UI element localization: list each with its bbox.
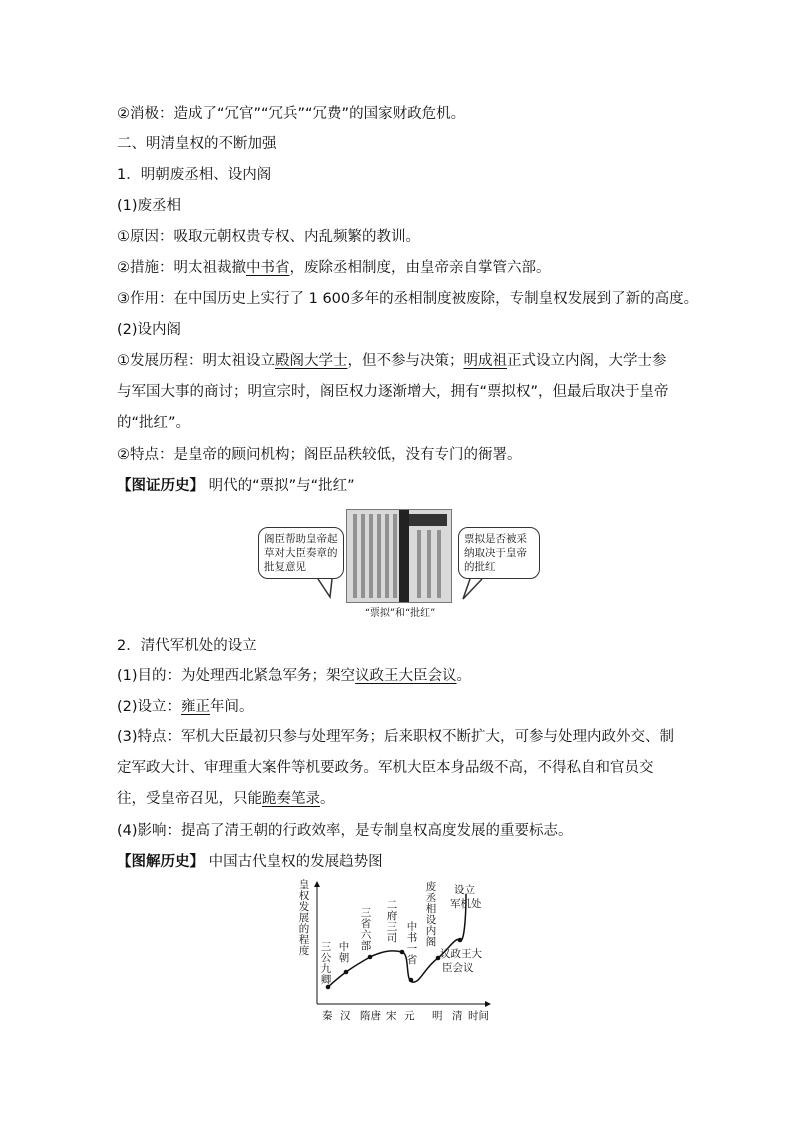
annotation-junjichu: 军机处 [450,898,482,910]
figure-title: 明代的“票拟”与“批红” [208,478,355,494]
left-speech-bubble: 阁臣帮助皇帝起草对大臣奏章的批复意见 [258,527,344,579]
text-line: ②特点：是皇帝的顾问机构；阁臣品秩较低，没有专门的衙署。 [117,447,522,463]
underlined-term: 中书省 [246,260,290,276]
annotation-erfu-sansi: 二府三司 [386,899,398,944]
underlined-term: 殿阁大学士 [275,353,348,369]
underlined-term: 跪奏笔录 [262,791,320,807]
figure-tag: 【图证历史】 [117,478,204,494]
underlined-term: 雍正 [181,699,211,715]
right-speech-bubble: 票拟是否被采纳取决于皇帝的批红 [458,527,540,579]
x-tick-ming: 明 [432,1010,443,1022]
text-span: (2)设立： [117,699,182,715]
text-span: ②措施：明太祖裁撤 [117,260,246,276]
text-paragraph [117,722,677,815]
annotation-zhongshu-yisheng: 中书一省 [406,921,418,966]
text-line: (1)废丞相 [117,198,182,214]
figure-heading [117,852,383,872]
text-span: ，但不参与决策； [347,353,464,369]
text-line: ③作用：在中国历史上实行了 1 600多年的丞相制度被废除，专制皇权发展到了新的高度。 [117,291,699,307]
text-line [117,697,254,717]
text-span: (1)目的：为处理西北紧急军务；架空 [117,668,356,684]
section-heading: 二、明清皇权的不断加强 [117,136,277,152]
text-line: (2)设内阁 [117,322,182,338]
x-tick-yuan: 元 [404,1010,415,1022]
underlined-term: 议政王大臣会议 [355,668,457,684]
x-tick-qin: 秦 [322,1010,333,1022]
text-span: ①发展历程：明太祖设立 [117,353,275,369]
x-axis-label: 时间 [468,1010,489,1022]
figure-heading [117,476,355,496]
underlined-term: 明成祖 [463,353,507,369]
annotation-fei-chengxiang-she-neige: 废丞相设内阁 [425,881,437,948]
text-span: 年间。 [210,699,254,715]
figure-caption: “票拟”和“批红” [364,608,436,619]
annotation-sheli: 设立 [454,884,475,896]
x-tick-han: 汉 [340,1010,351,1022]
text-paragraph [117,346,677,439]
text-line [117,258,551,278]
piaoni-pihong-figure [258,505,538,619]
text-span: 。 [320,791,335,807]
text-span: (3)特点：军机大臣最初只参与处理军务；后来职权不断扩大，可参与处理内政外交、制定军政大计、审理重大案件等机要政务。军机大臣本身品级不高，不得私自和官员交往，受皇帝召见，只能 [117,729,675,807]
text-span: ，废除丞相制度，由皇帝亲自掌管六部。 [289,260,551,276]
figure-title: 中国古代皇权的发展趋势图 [208,854,383,870]
annotation-chen-huiyi: 臣会议 [442,962,474,974]
text-line: ①原因：吸取元朝权贵专权、内乱频繁的教训。 [117,229,420,245]
figure-tag: 【图解历史】 [117,854,204,870]
annotation-yizhengwang-dachen: 议政王大 [440,948,482,960]
document-photo [346,509,452,603]
text-span: 。 [456,668,472,684]
subsection-heading: 2．清代军机处的设立 [117,638,257,654]
annotation-zhongchao: 中朝 [338,941,350,964]
x-tick-suitang: 隋唐 [360,1010,381,1022]
x-tick-qing: 清 [452,1010,463,1022]
x-tick-song: 宋 [386,1010,397,1022]
imperial-power-trend-diagram [290,876,500,1026]
text-line: (4)影响：提高了清王朝的行政效率，是专制皇权高度发展的重要标志。 [117,823,573,839]
subsection-heading: 1．明朝废丞相、设内阁 [117,167,272,183]
annotation-sangong-jiuqing: 三公九卿 [320,941,332,986]
y-axis-label: 皇权发展的程度 [298,879,310,957]
text-span: 正式设立内阁，大学士参与军国大事的商讨；明宣宗时，阁臣权力逐渐增大，拥有“票拟权”，但最后取决于皇帝的“批红”。 [117,353,669,431]
text-line: ②消极：造成了“冗官”“冗兵”“冗费”的国家财政危机。 [117,106,466,122]
text-line [117,666,471,686]
annotation-sansheng-liubu: 三省六部 [360,907,372,952]
